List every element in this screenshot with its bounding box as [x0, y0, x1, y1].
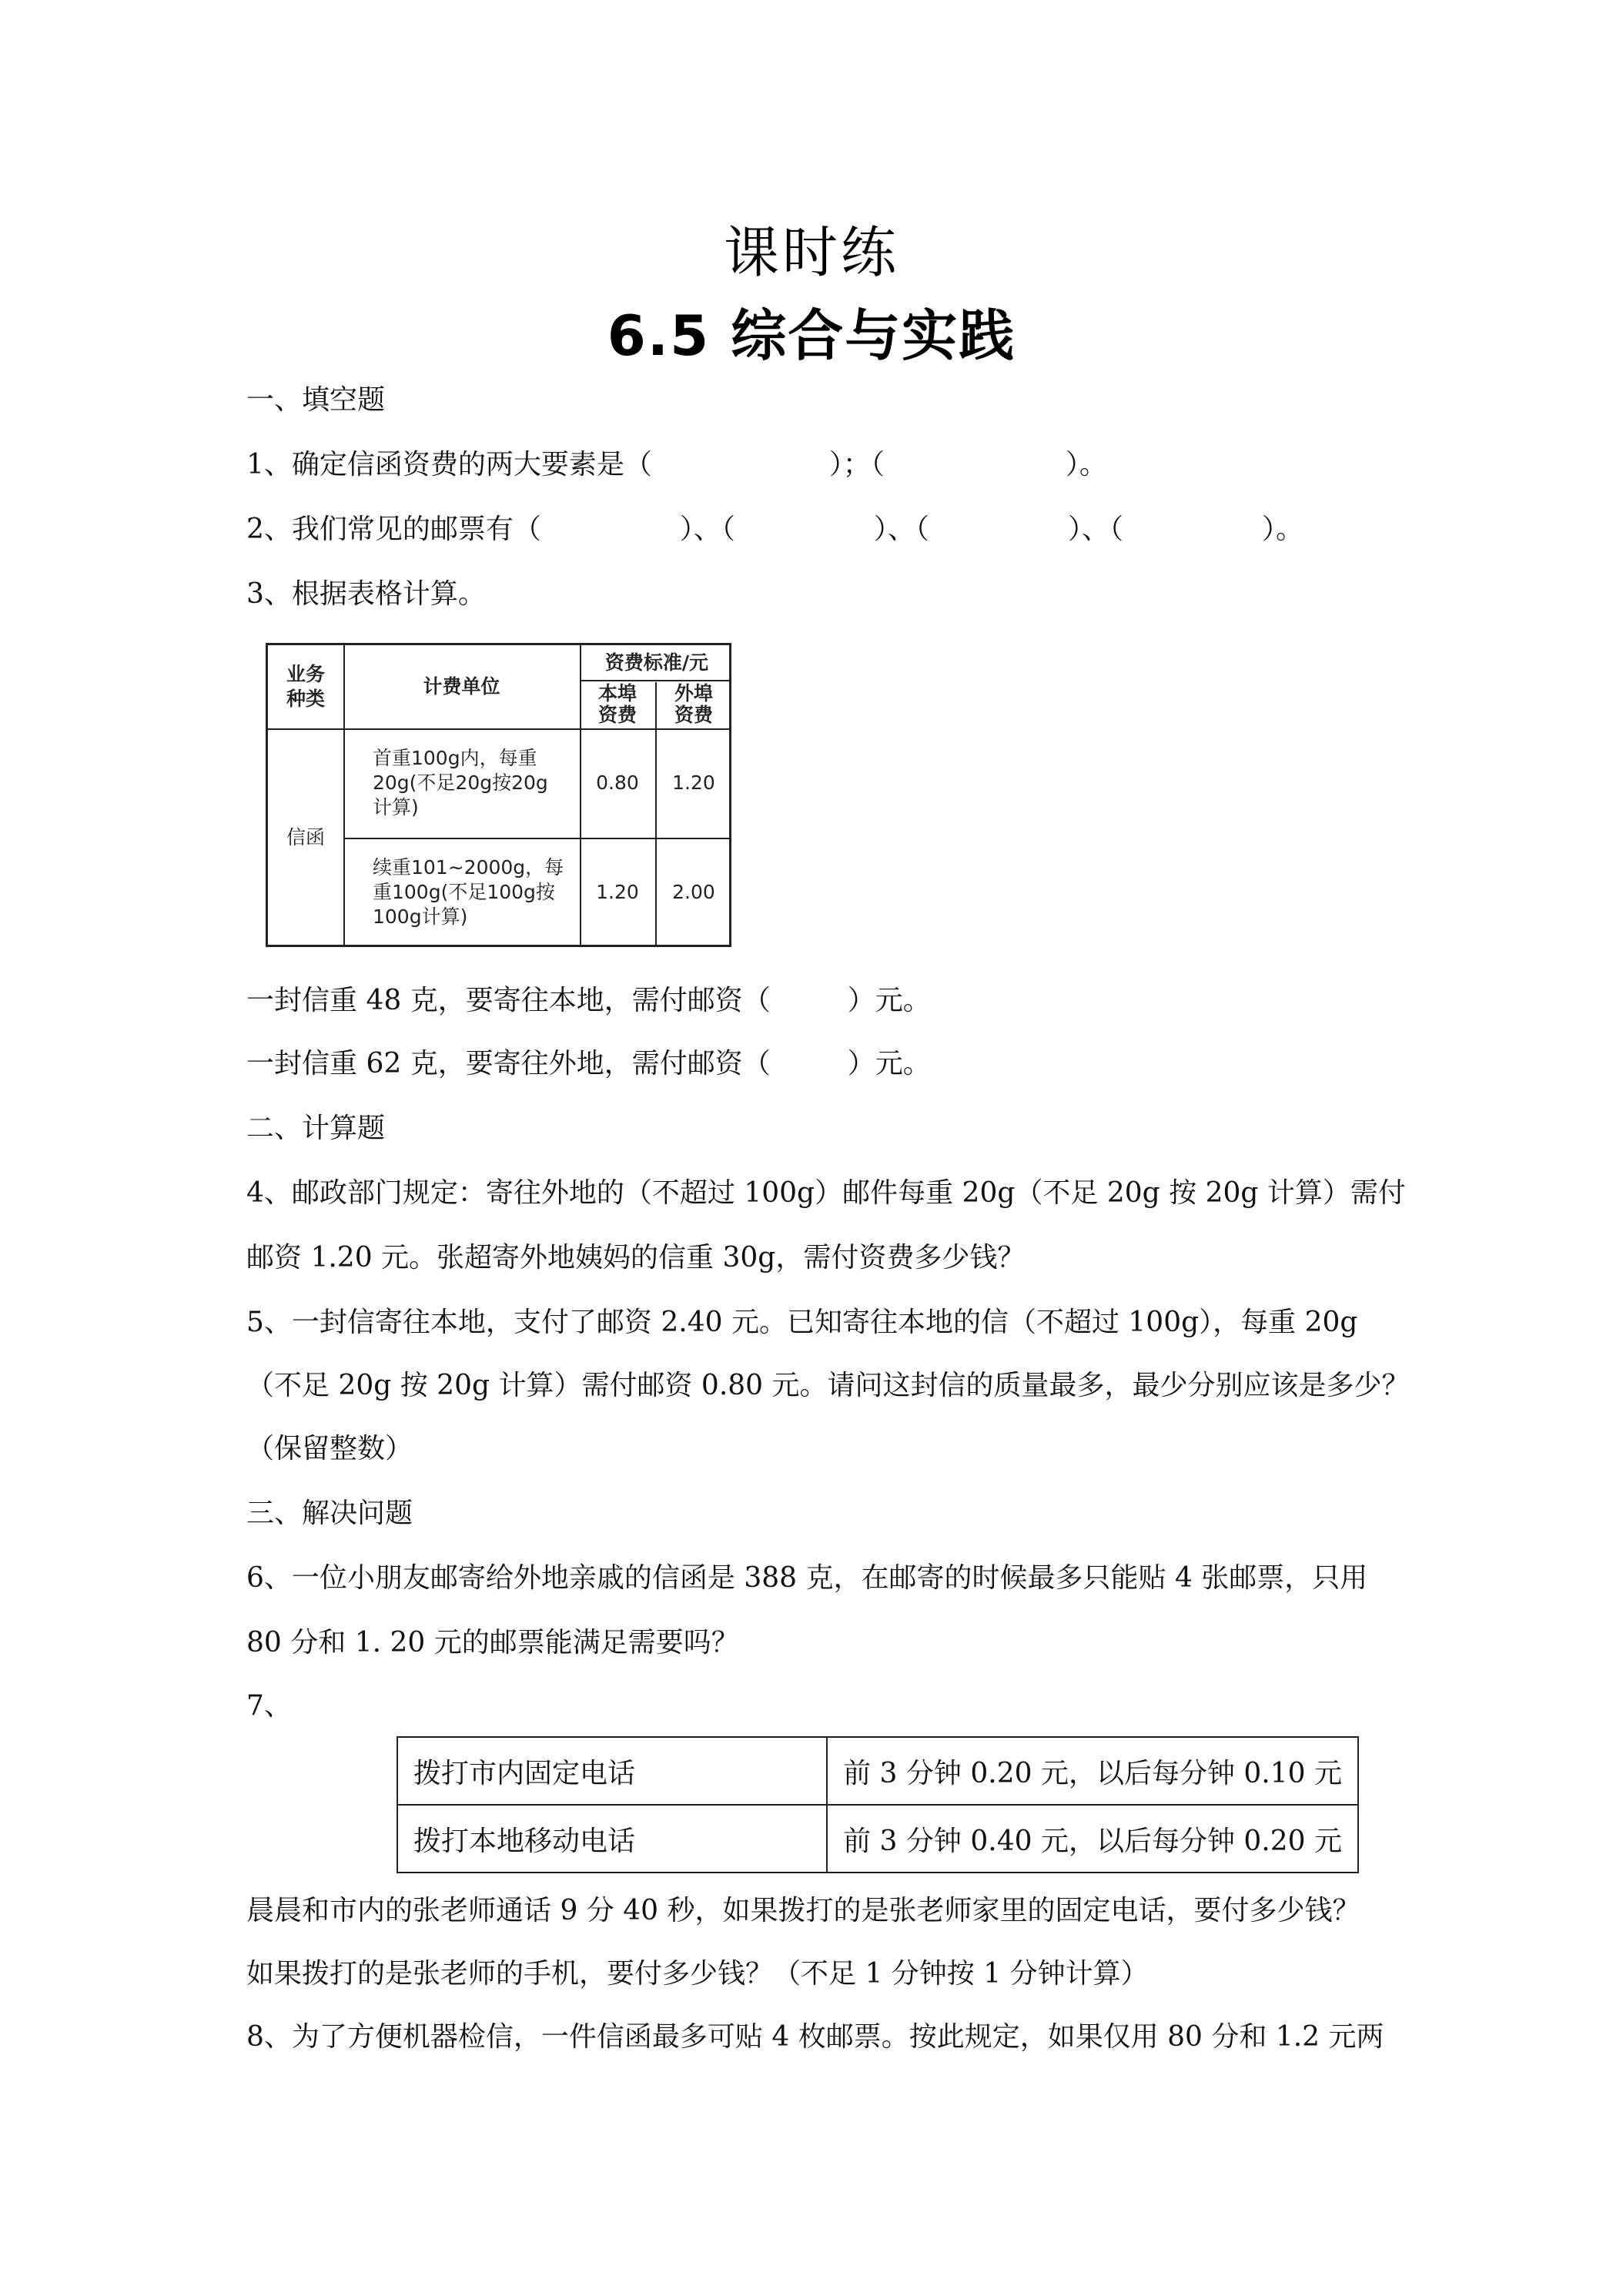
header-type-line2: 种类: [286, 688, 325, 710]
header-remote-l2: 资费: [674, 703, 713, 726]
question-2: [246, 511, 1394, 548]
q3a-start: 一封信重 48 克，要寄往本地，需付邮资（: [246, 985, 771, 1016]
question-3: 3、根据表格计算。: [246, 578, 486, 610]
row1-unit-l3: 计算): [373, 796, 419, 818]
question-8-line1: 8、为了方便机器检信，一件信函最多可贴 4 枚邮票。按此规定，如果仅用 80 分和 1.2 元两: [246, 2021, 1384, 2053]
question-4-line1: 4、邮政部门规定：寄往外地的（不超过 100g）邮件每重 20g（不足 20g 按 20g 计算）需付: [246, 1177, 1406, 1209]
question-4-line2: 邮资 1.20 元。张超寄外地姨妈的信重 30g，需付资费多少钱？: [246, 1242, 1026, 1274]
row1-remote-rate: 1.20: [672, 771, 715, 794]
row2-unit-l3: 100g计算): [373, 905, 468, 928]
row1-local-rate: 0.80: [596, 771, 639, 794]
header-local-l1: 本埠: [597, 681, 637, 705]
header-billing-unit: 计费单位: [423, 675, 500, 698]
question-3b: [246, 1046, 1394, 1083]
row2-unit: [343, 838, 580, 947]
row2-local-rate: 1.20: [596, 881, 639, 903]
section-calculation: 二、计算题: [246, 1113, 386, 1144]
q3b-start: 一封信重 62 克，要寄往外地，需付邮资（: [246, 1048, 771, 1079]
question-3a: [246, 982, 1394, 1019]
q3a-end: ）元。: [847, 985, 931, 1016]
phone-rate-table: [397, 1736, 1359, 1873]
header-remote-l1: 外埠: [674, 681, 713, 705]
question-6-line2: 80 分和 1. 20 元的邮票能满足需要吗？: [246, 1627, 739, 1658]
postage-rate-table: [266, 643, 731, 947]
header-local-l2: 资费: [597, 703, 637, 726]
question-5-line2: （不足 20g 按 20g 计算）需付邮资 0.80 元。请问这封信的质量最多，最少分别应该是多少？: [246, 1370, 1410, 1401]
question-7-line1: 晨晨和市内的张老师通话 9 分 40 秒，如果拨打的是张老师家里的固定电话，要付多少钱？: [246, 1895, 1360, 1926]
question-7-line2: 如果拨打的是张老师的手机，要付多少钱？（不足 1 分钟按 1 分钟计算）: [246, 1958, 1149, 1990]
q1-text: 1、确定信函资费的两大要素是（: [246, 449, 652, 480]
row2-unit-l1: 续重101~2000g，每: [373, 856, 564, 879]
table-row: [397, 1805, 1358, 1873]
header-type-line1: 业务: [286, 663, 325, 685]
page-subtitle: 6.5 综合与实践: [607, 303, 1016, 368]
q2-end: ）。: [1261, 514, 1303, 545]
question-5-line1: 5、一封信寄往本地，支付了邮资 2.40 元。已知寄往本地的信（不超过 100g），每重 20g: [246, 1307, 1358, 1338]
row1-unit-l1: 首重100g内，每重: [373, 747, 537, 769]
q2-sep-3: ）、（: [1067, 514, 1123, 545]
row1-unit-l2: 20g(不足20g按20g: [373, 771, 548, 794]
question-7-label: 7、: [246, 1690, 292, 1722]
q2-start: 2、我们常见的邮票有（: [246, 514, 541, 545]
page-title: 课时练: [723, 220, 899, 285]
q3b-end: ）元。: [847, 1048, 931, 1079]
table-row: [397, 1737, 1358, 1805]
question-6-line1: 6、一位小朋友邮寄给外地亲戚的信函是 388 克，在邮寄的时候最多只能贴 4 张邮票，只用: [246, 1562, 1368, 1594]
phone-rate-cell: 前 3 分钟 0.20 元，以后每分钟 0.10 元: [827, 1737, 1358, 1805]
header-rate-standard: 资费标准/元: [604, 651, 709, 674]
row2-remote-rate: 2.00: [672, 881, 715, 903]
row-type-letter: 信函: [286, 826, 325, 848]
question-1: [246, 447, 1394, 484]
header-remote-rate: [655, 680, 732, 728]
row2-unit-l2: 重100g(不足100g按: [373, 881, 555, 903]
q2-sep-2: ）、（: [873, 514, 929, 545]
q1-end: ）。: [1065, 449, 1107, 480]
q1-mid: ）；（: [828, 449, 885, 480]
row1-unit: [343, 728, 580, 838]
phone-type-cell: 拨打本地移动电话: [397, 1805, 827, 1873]
section-fill-blank: 一、填空题: [246, 384, 386, 416]
section-problem-solving: 三、解决问题: [246, 1498, 413, 1529]
question-5-line3: （保留整数）: [246, 1433, 413, 1464]
q2-sep-1: ）、（: [679, 514, 735, 545]
phone-rate-cell: 前 3 分钟 0.40 元，以后每分钟 0.20 元: [827, 1805, 1358, 1873]
header-business-type: [268, 645, 343, 728]
header-local-rate: [580, 680, 655, 728]
phone-type-cell: 拨打市内固定电话: [397, 1737, 827, 1805]
